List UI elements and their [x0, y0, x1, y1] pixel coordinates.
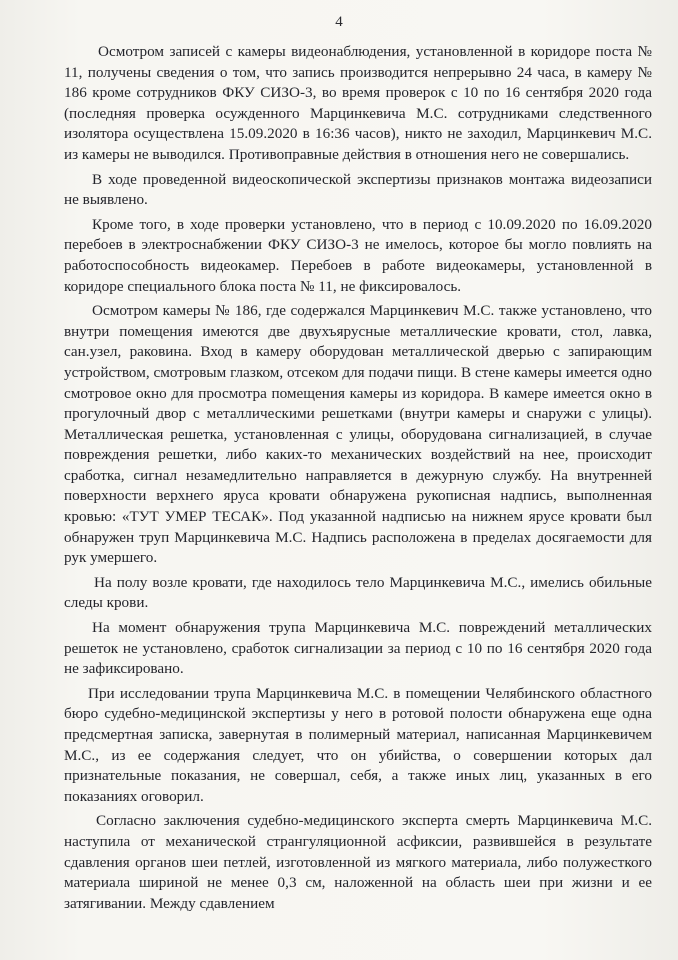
paragraph-cell-inspection: Осмотром камеры № 186, где содержался Марцинкевич М.С. также установлено, что внутри помещения имеются две двухъярусные металлические кровати, стол, лавка, сан.узел, раковина. Вход в камеру оборудован металлической дверью с запирающим устройством, смотровым глазком, отсеком для подачи пищи. В стене камеры имеется одно смотровое окно для просмотра помещения камеры из коридора. В камере имеется окно в прогулочный двор с металлическими решетками (внутри камеры и снаружи с улицы). Металлическая решетка, установленная с улицы, оборудована сигнализацией, в случае повреждения решетки, либо каких-то механических воздействий на нее, происходит сработка, сигнал незамедлительно направляется в дежурную службу. На внутренней поверхности верхнего яруса кровати обнаружена рукописная надпись, выполненная кровью: «ТУТ УМЕР ТЕСАК». Под указанной надписью на нижнем ярусе кровати был обнаружен труп Марцинкевича М.С. Надпись расположена в пределах досягаемости для рук умершего. [64, 302, 652, 567]
paragraph-video-expertise: В ходе проведенной видеоскопической экспертизы признаков монтажа видеозаписи не выявлено. [64, 170, 652, 209]
paragraph-forensic-conclusion: Согласно заключения судебно-медицинского эксперта смерть Марцинкевича М.С. наступила от механической странгуляционной асфиксии, развившейся в результате сдавления органов шеи петлей, изготовленной из мягкого материала, либо полужесткого материала шириной не менее 0,3 см, наложенной на область шеи при жизни и ее затягивании. Между сдавлением [64, 812, 652, 912]
paragraph-blood-traces: На полу возле кровати, где находилось тело Марцинкевича М.С., имелись обильные следы крови. [64, 573, 652, 612]
paragraph-grates-alarm: На момент обнаружения трупа Марцинкевича М.С. повреждений металлических решеток не установлено, сработок сигнализации за период с 10 по 16 сентября 2020 года не зафиксировано. [64, 619, 652, 678]
document-body [64, 42, 652, 918]
page-number: 4 [335, 14, 343, 30]
paragraph-power-outages: Кроме того, в ходе проверки установлено, что в период с 10.09.2020 по 16.09.2020 перебоев в электроснабжении ФКУ СИЗО-3 не имелось, которое бы могло повлиять на работоспособность видеокамер. Перебоев в работе видеокамеры, установленной в коридоре специального блока поста № 11, не фиксировалось. [64, 215, 652, 295]
paragraph-suicide-note: При исследовании трупа Марцинкевича М.С. в помещении Челябинского областного бюро судебно-медицинской экспертизы у него в ротовой полости обнаружена еще одна предсмертная записка, завернутая в полимерный материал, написанная Марцинкевичем М.С., из ее содержания следует, что он убийства, о совершении которых дал признательные показания, не совершал, себя, а также иных лиц, указанных в его показаниях оговорил. [64, 684, 652, 805]
paragraph-camera-recordings: Осмотром записей с камеры видеонаблюдения, установленной в коридоре поста № 11, получены сведения о том, что запись производится непрерывно 24 часа, в камеру № 186 кроме сотрудников ФКУ СИЗО-3, во время проверок с 10 по 16 сентября 2020 года (последняя проверка осужденного Марцинкевича М.С. сотрудниками следственного изолятора осуществлена 15.09.2020 в 16:36 часов), никто не заходил, Марцинкевич М.С. из камеры не выводился. Противоправные действия в отношения него не совершались. [64, 43, 652, 163]
